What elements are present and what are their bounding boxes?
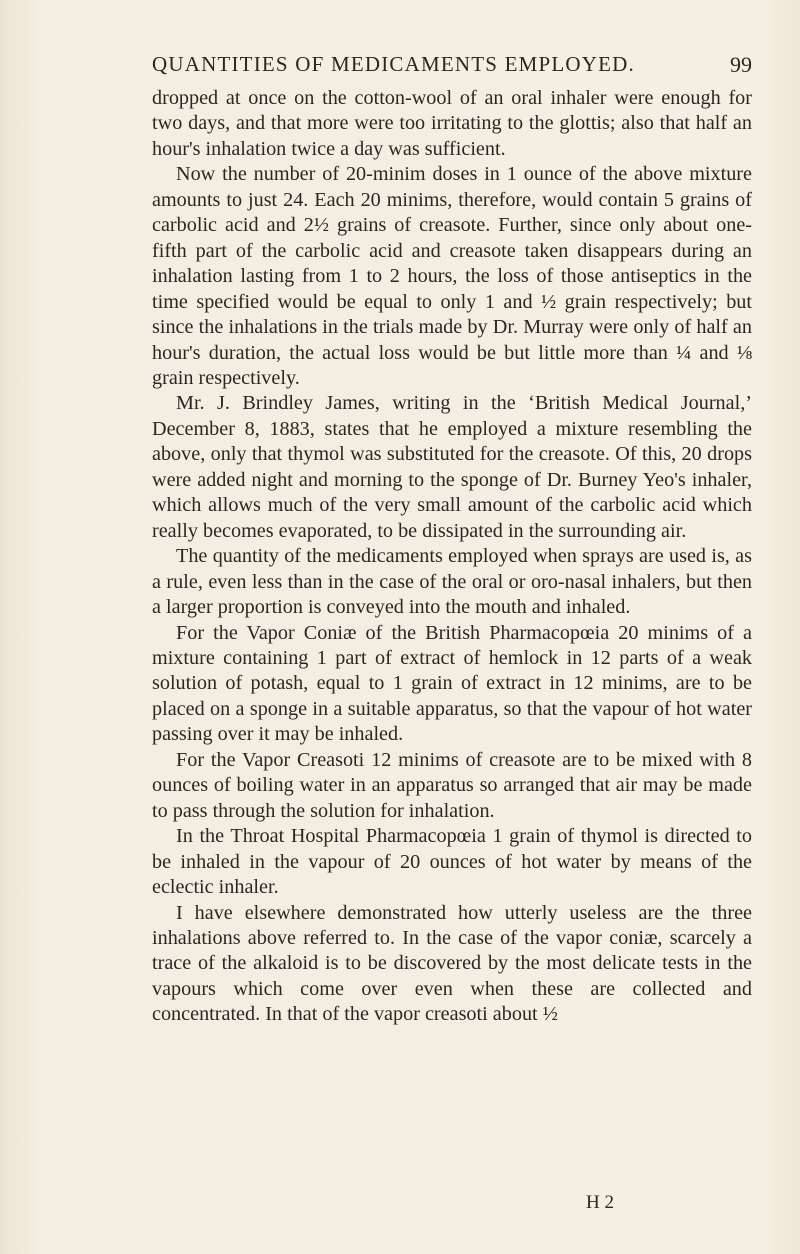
paragraph-vapor-creasoti: For the Vapor Creasoti 12 minims of creasote are to be mixed with 8 ounces of boiling water in an apparatus so arranged that air may be made to pass through the solution for inhalation.: [152, 748, 752, 822]
paragraph-continued: dropped at once on the cotton-wool of an oral inhaler were enough for two days, and that more were too irritating to the glottis; also that half an hour's inhalation twice a day was sufficient.: [152, 87, 752, 160]
page-header: [152, 52, 752, 82]
paragraph-doses: Now the number of 20-minim doses in 1 ounce of the above mixture amounts to just 24. Each 20 minims, therefore, would contain 5 grains of carbolic acid and 2½ grains of creasote. Further, since only about one-fifth part of the carbolic acid and creasote taken disappears during an inhalation lasting from 1 to 2 hours, the loss of those antiseptics in the time specified would be equal to only 1 and ½ grain respectively; but since the inhalations in the trials made by Dr. Murray were only of half an hour's duration, the actual loss would be but little more than ¼ and ⅛ grain respectively.: [152, 163, 752, 389]
paragraph-vapor-coniae: For the Vapor Coniæ of the British Pharmacopœia 20 minims of a mixture containing 1 part of extract of hemlock in 12 parts of a weak solution of potash, equal to 1 grain of extract in 12 minims, are to be placed on a sponge in a suitable apparatus, so that the vapour of hot water passing over it may be inhaled.: [152, 621, 752, 746]
paragraph-brindley-james: Mr. J. Brindley James, writing in the ‘British Medical Journal,’ December 8, 1883, states that he employed a mixture resembling the above, only that thymol was substituted for the creasote. Of this, 20 drops were added night and morning to the sponge of Dr. Burney Yeo's inhaler, which allows much of the very small amount of the carbolic acid which really becomes evaporated, to be dissipated in the surrounding air.: [152, 392, 752, 542]
body-text: [152, 86, 752, 1028]
paragraph-useless-inhalations: I have elsewhere demonstrated how utterly useless are the three inhalations above referred to. In the case of the vapor coniæ, scarcely a trace of the alkaloid is to be discovered by the most delicate tests in the vapours which come over even when these are collected and concentrated. In that of the vapor creasoti about ½: [152, 901, 752, 1026]
paragraph-throat-hospital: In the Throat Hospital Pharmacopœia 1 grain of thymol is directed to be inhaled in the vapour of 20 ounces of hot water by means of the eclectic inhaler.: [152, 825, 752, 899]
paragraph-sprays: The quantity of the medicaments employed when sprays are used is, as a rule, even less than in the case of the oral or oro-nasal inhalers, but then a larger proportion is conveyed into the mouth and inhaled.: [152, 545, 752, 619]
running-head: QUANTITIES OF MEDICAMENTS EMPLOYED.: [152, 52, 635, 76]
page-number: 99: [730, 52, 752, 77]
signature-mark: H 2: [586, 1192, 614, 1213]
